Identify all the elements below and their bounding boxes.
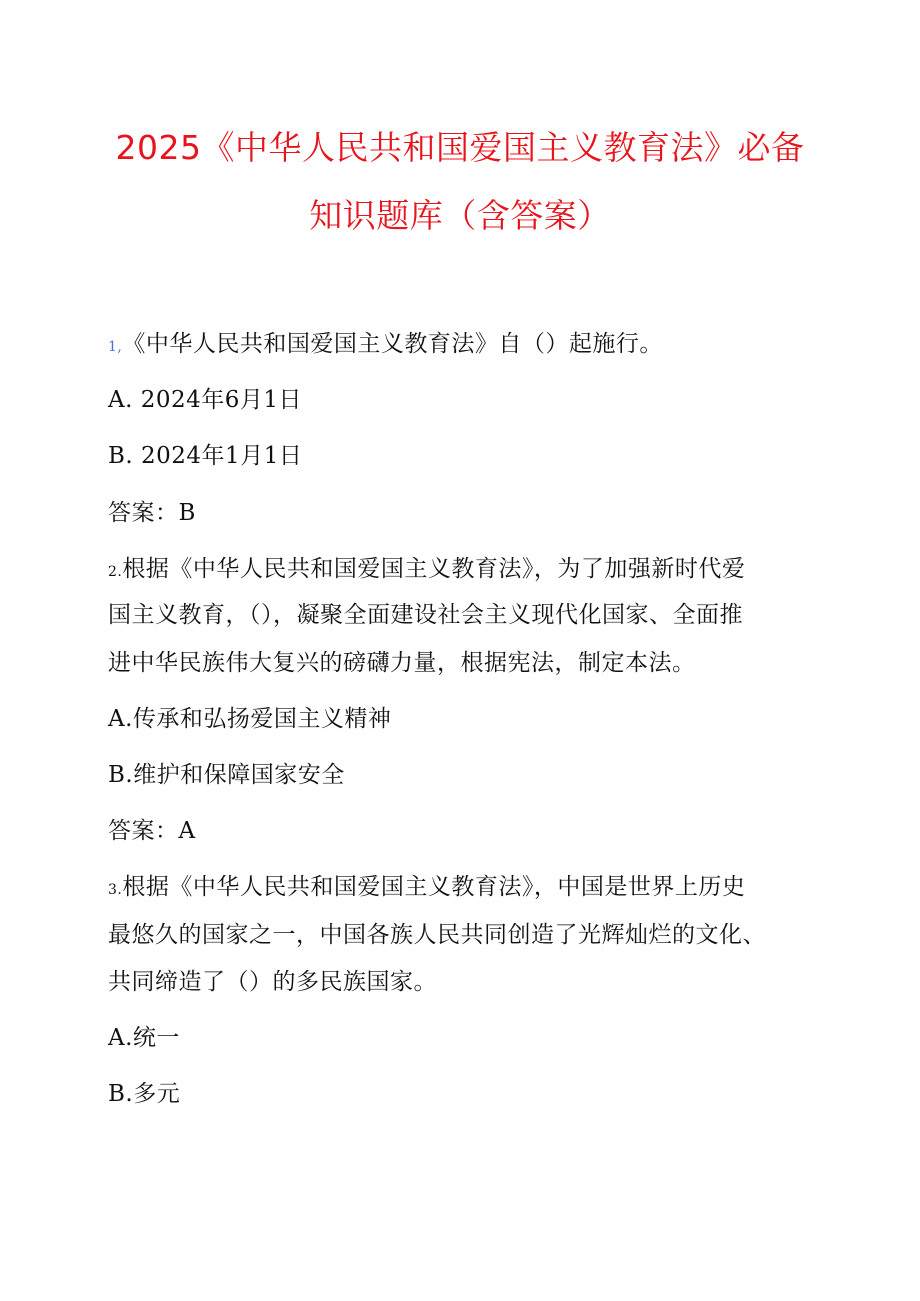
question-2-line-1: 根据《中华人民共和国爱国主义教育法》，为了加强新时代爱 <box>122 556 746 582</box>
question-2-option-b: B.维护和保障国家安全 <box>108 762 345 788</box>
question-1-line-1: 《中华人民共和国爱国主义教育法》自（）起施行。 <box>122 331 663 357</box>
question-3-option-a: A.统一 <box>108 1025 180 1051</box>
document-title-line-1: 2025《中华人民共和国爱国主义教育法》必备 <box>115 128 805 167</box>
question-2-line-2: 国主义教育，（），凝聚全面建设社会主义现代化国家、全面推 <box>108 602 743 628</box>
question-3-number: 3. <box>108 882 123 898</box>
question-3-line-3: 共同缔造了（）的多民族国家。 <box>108 969 437 995</box>
question-1-text <box>108 329 663 362</box>
question-3-text <box>108 872 745 905</box>
question-1-option-a: A. 2024年6月1日 <box>108 387 303 413</box>
question-3-line-1: 根据《中华人民共和国爱国主义教育法》，中国是世界上历史 <box>122 874 746 900</box>
question-1-option-b: B. 2024年1月1日 <box>108 443 303 469</box>
question-3-line-2: 最悠久的国家之一，中国各族人民共同创造了光辉灿烂的文化、 <box>108 922 766 948</box>
document-title-line-2: 知识题库（含答案） <box>309 196 611 235</box>
question-3-option-b: B.多元 <box>108 1081 181 1107</box>
question-2-answer: 答案：A <box>108 818 196 844</box>
question-1-number: 1, <box>108 339 123 355</box>
question-2-number: 2. <box>108 564 123 580</box>
question-1-answer: 答案：B <box>108 500 196 526</box>
question-2-line-3: 进中华民族伟大复兴的磅礴力量，根据宪法，制定本法。 <box>108 650 696 676</box>
question-2-text <box>108 554 745 587</box>
question-2-option-a: A.传承和弘扬爱国主义精神 <box>108 706 392 732</box>
